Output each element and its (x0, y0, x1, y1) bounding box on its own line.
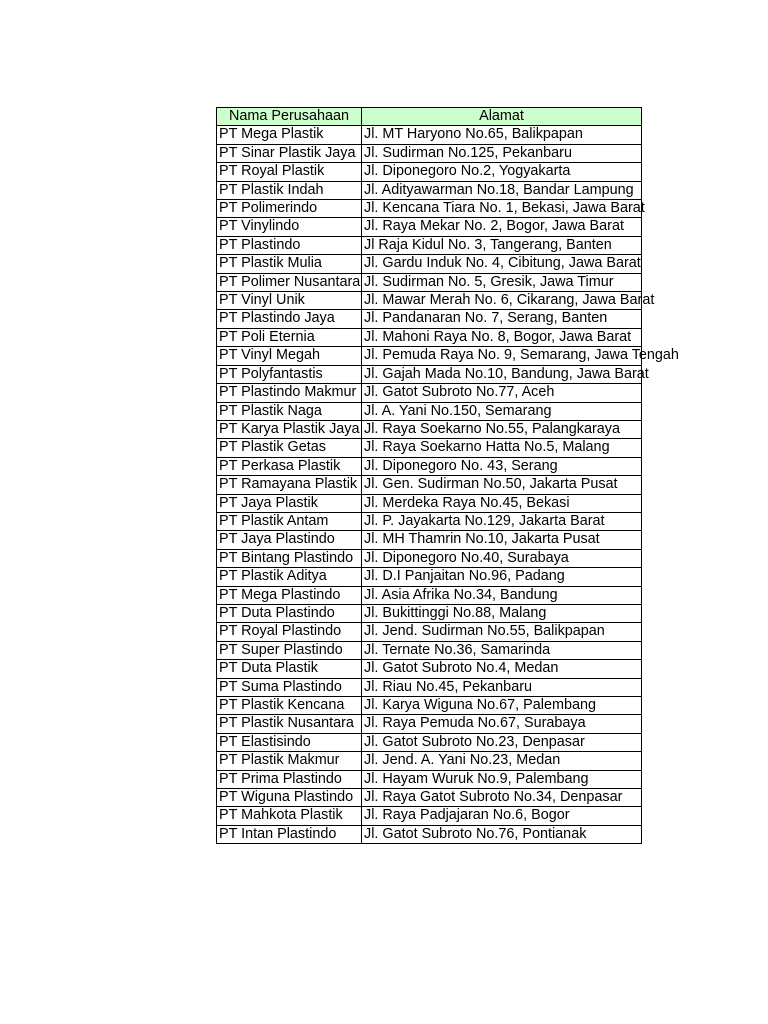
company-name-cell: PT Plastik Indah (217, 181, 362, 199)
address-cell: Jl. Raya Gatot Subroto No.34, Denpasar (362, 789, 642, 807)
company-name-cell: PT Polyfantastis (217, 365, 362, 383)
company-name-cell: PT Super Plastindo (217, 641, 362, 659)
table-row (217, 273, 642, 291)
company-name-cell: PT Plastindo Jaya (217, 310, 362, 328)
company-name-cell: PT Royal Plastik (217, 163, 362, 181)
table-row (217, 420, 642, 438)
table-row (217, 549, 642, 567)
table-row (217, 439, 642, 457)
company-name-cell: PT Polimer Nusantara (217, 273, 362, 291)
table-row (217, 236, 642, 254)
company-name-cell: PT Plastik Naga (217, 402, 362, 420)
table-row (217, 660, 642, 678)
table-row (217, 365, 642, 383)
table-row (217, 678, 642, 696)
address-cell: Jl. Gajah Mada No.10, Bandung, Jawa Barat (362, 365, 642, 383)
address-cell: Jl. Ternate No.36, Samarinda (362, 641, 642, 659)
company-name-cell: PT Royal Plastindo (217, 623, 362, 641)
address-cell: Jl. Adityawarman No.18, Bandar Lampung (362, 181, 642, 199)
address-cell: Jl. Mahoni Raya No. 8, Bogor, Jawa Barat (362, 328, 642, 346)
company-name-cell: PT Vinyl Unik (217, 292, 362, 310)
table-row (217, 181, 642, 199)
company-name-cell: PT Elastisindo (217, 733, 362, 751)
table-row (217, 825, 642, 843)
table-row (217, 733, 642, 751)
address-cell: Jl. Raya Padjajaran No.6, Bogor (362, 807, 642, 825)
address-cell: Jl Raja Kidul No. 3, Tangerang, Banten (362, 236, 642, 254)
company-name-cell: PT Plastindo (217, 236, 362, 254)
address-cell: Jl. D.I Panjaitan No.96, Padang (362, 568, 642, 586)
address-cell: Jl. Diponegoro No.2, Yogyakarta (362, 163, 642, 181)
address-cell: Jl. Raya Soekarno No.55, Palangkaraya (362, 420, 642, 438)
company-name-cell: PT Ramayana Plastik (217, 476, 362, 494)
company-name-cell: PT Vinylindo (217, 218, 362, 236)
address-cell: Jl. Diponegoro No.40, Surabaya (362, 549, 642, 567)
table-body (217, 126, 679, 844)
company-name-cell: PT Mahkota Plastik (217, 807, 362, 825)
table-row (217, 163, 642, 181)
company-name-cell: PT Suma Plastindo (217, 678, 362, 696)
address-cell: Jl. MH Thamrin No.10, Jakarta Pusat (362, 531, 642, 549)
address-cell: Jl. Gatot Subroto No.23, Denpasar (362, 733, 642, 751)
table-row (217, 292, 642, 310)
address-cell: Jl. Mawar Merah No. 6, Cikarang, Jawa Barat (362, 292, 642, 310)
address-cell: Jl. Gatot Subroto No.76, Pontianak (362, 825, 642, 843)
table-row (217, 568, 642, 586)
company-name-cell: PT Plastik Kencana (217, 697, 362, 715)
table-row (217, 623, 642, 641)
table-row (217, 310, 642, 328)
address-cell: Jl. Diponegoro No. 43, Serang (362, 457, 642, 475)
company-name-cell: PT Duta Plastik (217, 660, 362, 678)
header-row (217, 108, 642, 126)
column-header-company-name: Nama Perusahaan (217, 108, 362, 126)
company-name-cell: PT Plastindo Makmur (217, 384, 362, 402)
table-row (217, 402, 642, 420)
address-cell: Jl. Merdeka Raya No.45, Bekasi (362, 494, 642, 512)
table-row (217, 218, 642, 236)
company-name-cell: PT Plastik Nusantara (217, 715, 362, 733)
company-name-cell: PT Jaya Plastindo (217, 531, 362, 549)
company-name-cell: PT Vinyl Megah (217, 347, 362, 365)
table-row (217, 200, 642, 218)
address-cell: Jl. Pemuda Raya No. 9, Semarang, Jawa Tengah (362, 347, 642, 365)
address-cell: Jl. Raya Pemuda No.67, Surabaya (362, 715, 642, 733)
table-row (217, 770, 642, 788)
table-row (217, 255, 642, 273)
company-name-cell: PT Prima Plastindo (217, 770, 362, 788)
address-cell: Jl. Jend. Sudirman No.55, Balikpapan (362, 623, 642, 641)
company-name-cell: PT Mega Plastik (217, 126, 362, 144)
company-name-cell: PT Plastik Makmur (217, 752, 362, 770)
company-name-cell: PT Plastik Aditya (217, 568, 362, 586)
company-name-cell: PT Sinar Plastik Jaya (217, 144, 362, 162)
address-cell: Jl. Gen. Sudirman No.50, Jakarta Pusat (362, 476, 642, 494)
table-row (217, 586, 642, 604)
address-cell: Jl. Gatot Subroto No.77, Aceh (362, 384, 642, 402)
address-cell: Jl. Riau No.45, Pekanbaru (362, 678, 642, 696)
company-name-cell: PT Intan Plastindo (217, 825, 362, 843)
address-cell: Jl. Pandanaran No. 7, Serang, Banten (362, 310, 642, 328)
address-cell: Jl. Sudirman No. 5, Gresik, Jawa Timur (362, 273, 642, 291)
company-name-cell: PT Jaya Plastik (217, 494, 362, 512)
company-name-cell: PT Karya Plastik Jaya (217, 420, 362, 438)
table-row (217, 641, 642, 659)
company-name-cell: PT Poli Eternia (217, 328, 362, 346)
address-cell: Jl. Gatot Subroto No.4, Medan (362, 660, 642, 678)
address-cell: Jl. Bukittinggi No.88, Malang (362, 604, 642, 622)
company-name-cell: PT Plastik Antam (217, 512, 362, 530)
address-cell: Jl. Hayam Wuruk No.9, Palembang (362, 770, 642, 788)
company-name-cell: PT Wiguna Plastindo (217, 789, 362, 807)
table-row (217, 328, 642, 346)
table-row (217, 807, 642, 825)
company-name-cell: PT Duta Plastindo (217, 604, 362, 622)
table-row (217, 604, 642, 622)
table-row (217, 457, 642, 475)
address-cell: Jl. Jend. A. Yani No.23, Medan (362, 752, 642, 770)
column-header-address: Alamat (362, 108, 642, 126)
table-row (217, 697, 642, 715)
company-name-cell: PT Perkasa Plastik (217, 457, 362, 475)
table-row (217, 494, 642, 512)
address-cell: Jl. Karya Wiguna No.67, Palembang (362, 697, 642, 715)
table-row (217, 789, 642, 807)
company-table (216, 107, 679, 844)
address-cell: Jl. A. Yani No.150, Semarang (362, 402, 642, 420)
company-name-cell: PT Polimerindo (217, 200, 362, 218)
address-cell: Jl. Sudirman No.125, Pekanbaru (362, 144, 642, 162)
address-cell: Jl. Asia Afrika No.34, Bandung (362, 586, 642, 604)
company-name-cell: PT Plastik Getas (217, 439, 362, 457)
company-name-cell: PT Mega Plastindo (217, 586, 362, 604)
address-cell: Jl. Gardu Induk No. 4, Cibitung, Jawa Barat (362, 255, 642, 273)
address-cell: Jl. Kencana Tiara No. 1, Bekasi, Jawa Barat (362, 200, 642, 218)
table-row (217, 144, 642, 162)
table-row (217, 715, 642, 733)
company-name-cell: PT Bintang Plastindo (217, 549, 362, 567)
table-row (217, 384, 642, 402)
table-row (217, 752, 642, 770)
table-row (217, 126, 642, 144)
table-row (217, 531, 642, 549)
company-name-cell: PT Plastik Mulia (217, 255, 362, 273)
table-row (217, 347, 642, 365)
address-cell: Jl. MT Haryono No.65, Balikpapan (362, 126, 642, 144)
address-cell: Jl. Raya Soekarno Hatta No.5, Malang (362, 439, 642, 457)
table-row (217, 512, 642, 530)
table-row (217, 476, 642, 494)
address-cell: Jl. P. Jayakarta No.129, Jakarta Barat (362, 512, 642, 530)
address-cell: Jl. Raya Mekar No. 2, Bogor, Jawa Barat (362, 218, 642, 236)
